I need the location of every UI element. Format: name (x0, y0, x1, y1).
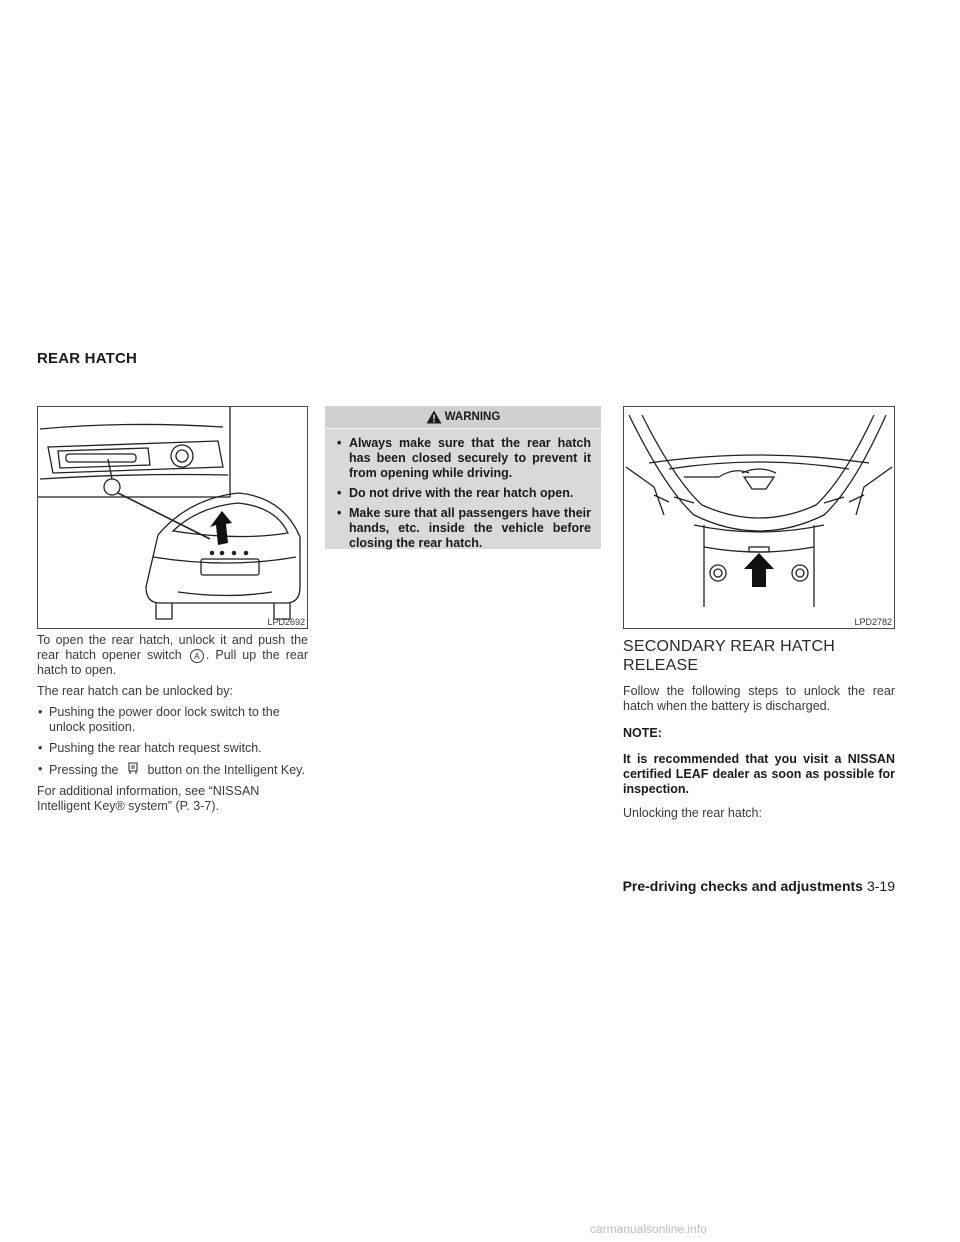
figure-rear-hatch-switch (37, 406, 308, 629)
bullet3-part2: button on the Intelligent Key. (147, 763, 305, 777)
rear-hatch-switch-illustration (38, 407, 307, 628)
watermark: carmanualsonline.info (590, 1222, 707, 1236)
note-label: NOTE: (623, 726, 662, 740)
intro-text-part1: To open the rear hatch, unlock it and push the rear hatch opener switch (37, 633, 308, 662)
step-intro: Unlocking the rear hatch: (623, 806, 762, 820)
secondary-intro: Follow the following steps to unlock the rear hatch when the battery is discharged. (623, 684, 895, 713)
right-column (623, 637, 895, 821)
warning-item: • Make sure that all passengers have their hands, etc. inside the vehicle before closing the rear hatch. (337, 506, 591, 551)
section-title: REAR HATCH (37, 350, 138, 367)
warning-list (325, 429, 601, 551)
intro-paragraph (37, 633, 308, 678)
note-body: It is recommended that you visit a NISSAN certified LEAF dealer as soon as possible for inspection. (623, 752, 895, 796)
rear-hatch-interior-illustration (624, 407, 894, 628)
warning-item: • Always make sure that the rear hatch has been closed securely to prevent it from opening while driving. (337, 436, 591, 481)
list-item (37, 762, 308, 778)
figure-code: LPD2782 (854, 617, 892, 627)
callout-a-ref: A (190, 649, 204, 663)
figure-rear-hatch-interior (623, 406, 895, 629)
bullet3-part1: Pressing the (49, 763, 119, 777)
page-footer (623, 878, 895, 894)
warning-item: • Do not drive with the rear hatch open. (337, 486, 591, 501)
warning-header (325, 406, 601, 429)
warning-title: WARNING (444, 411, 501, 423)
unlock-heading: The rear hatch can be unlocked by: (37, 684, 233, 698)
secondary-heading: SECONDARY REAR HATCH RELEASE (623, 638, 836, 674)
intro-text-part2: . Pull up the rear hatch to open. (37, 648, 308, 677)
list-item: • Pushing the rear hatch request switch. (37, 741, 308, 756)
more-info-paragraph: For additional information, see “NISSAN Intelligent Key® system” (P. 3-7). (37, 784, 260, 813)
warning-icon (426, 410, 442, 424)
left-column (37, 633, 308, 820)
page-number: 3-19 (866, 878, 895, 894)
figure-code: LPD2692 (267, 617, 305, 627)
chapter-title: Pre-driving checks and adjustments (622, 878, 863, 894)
rear-hatch-button-icon (122, 762, 144, 776)
warning-box (325, 406, 601, 549)
list-item: • Pushing the power door lock switch to the unlock position. (37, 705, 308, 735)
